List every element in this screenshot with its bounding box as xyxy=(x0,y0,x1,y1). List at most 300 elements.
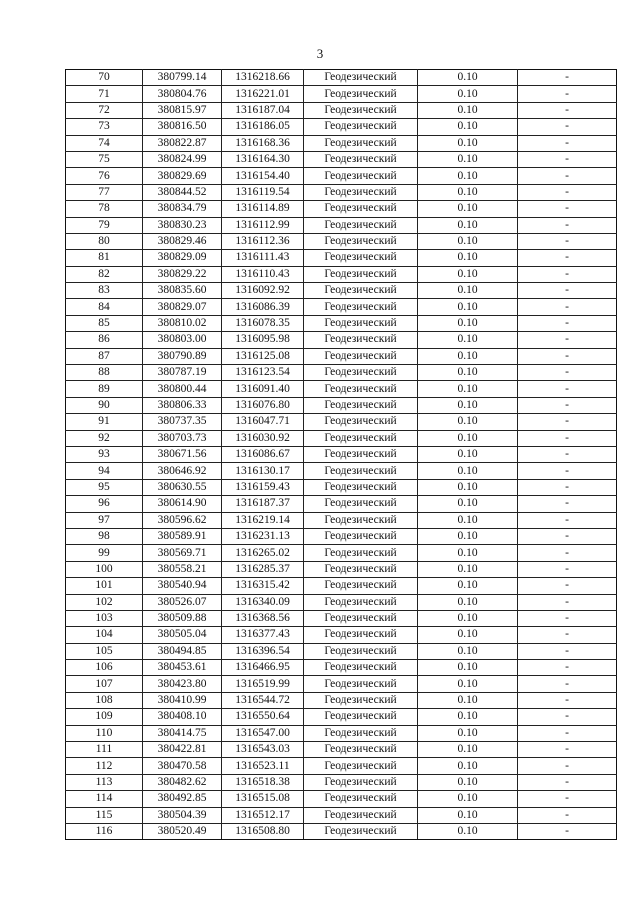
accuracy-cell: 0.10 xyxy=(418,774,518,790)
method-cell: Геодезический xyxy=(304,283,418,299)
description-cell: - xyxy=(518,348,617,364)
table-row xyxy=(66,660,617,676)
x-coordinate-cell: 380703.73 xyxy=(143,430,222,446)
table-row xyxy=(66,102,617,118)
description-cell: - xyxy=(518,446,617,462)
table-row xyxy=(66,201,617,217)
table-row xyxy=(66,610,617,626)
accuracy-cell: 0.10 xyxy=(418,496,518,512)
y-coordinate-cell: 1316544.72 xyxy=(222,692,304,708)
description-cell: - xyxy=(518,692,617,708)
x-coordinate-cell: 380806.33 xyxy=(143,397,222,413)
table-row xyxy=(66,512,617,528)
table-row xyxy=(66,709,617,725)
x-coordinate-cell: 380804.76 xyxy=(143,86,222,102)
point-number-cell: 107 xyxy=(66,676,143,692)
y-coordinate-cell: 1316114.89 xyxy=(222,201,304,217)
y-coordinate-cell: 1316078.35 xyxy=(222,315,304,331)
table-row xyxy=(66,233,617,249)
coordinates-table xyxy=(65,69,617,840)
point-number-cell: 94 xyxy=(66,463,143,479)
description-cell: - xyxy=(518,709,617,725)
y-coordinate-cell: 1316154.40 xyxy=(222,168,304,184)
x-coordinate-cell: 380569.71 xyxy=(143,545,222,561)
point-number-cell: 99 xyxy=(66,545,143,561)
y-coordinate-cell: 1316219.14 xyxy=(222,512,304,528)
method-cell: Геодезический xyxy=(304,102,418,118)
point-number-cell: 104 xyxy=(66,627,143,643)
point-number-cell: 96 xyxy=(66,496,143,512)
table-row xyxy=(66,545,617,561)
table-row xyxy=(66,627,617,643)
x-coordinate-cell: 380829.46 xyxy=(143,233,222,249)
table-row xyxy=(66,594,617,610)
x-coordinate-cell: 380829.69 xyxy=(143,168,222,184)
description-cell: - xyxy=(518,430,617,446)
description-cell: - xyxy=(518,823,617,839)
coordinates-table-body xyxy=(66,70,617,840)
x-coordinate-cell: 380453.61 xyxy=(143,660,222,676)
description-cell: - xyxy=(518,742,617,758)
table-row xyxy=(66,397,617,413)
table-row xyxy=(66,823,617,839)
accuracy-cell: 0.10 xyxy=(418,676,518,692)
point-number-cell: 81 xyxy=(66,250,143,266)
y-coordinate-cell: 1316315.42 xyxy=(222,578,304,594)
accuracy-cell: 0.10 xyxy=(418,184,518,200)
point-number-cell: 114 xyxy=(66,791,143,807)
accuracy-cell: 0.10 xyxy=(418,594,518,610)
accuracy-cell: 0.10 xyxy=(418,70,518,86)
description-cell: - xyxy=(518,807,617,823)
point-number-cell: 76 xyxy=(66,168,143,184)
accuracy-cell: 0.10 xyxy=(418,233,518,249)
accuracy-cell: 0.10 xyxy=(418,135,518,151)
table-row xyxy=(66,332,617,348)
accuracy-cell: 0.10 xyxy=(418,463,518,479)
table-row xyxy=(66,168,617,184)
description-cell: - xyxy=(518,365,617,381)
y-coordinate-cell: 1316523.11 xyxy=(222,758,304,774)
accuracy-cell: 0.10 xyxy=(418,660,518,676)
point-number-cell: 72 xyxy=(66,102,143,118)
point-number-cell: 113 xyxy=(66,774,143,790)
accuracy-cell: 0.10 xyxy=(418,365,518,381)
x-coordinate-cell: 380520.49 xyxy=(143,823,222,839)
table-row xyxy=(66,151,617,167)
y-coordinate-cell: 1316076.80 xyxy=(222,397,304,413)
accuracy-cell: 0.10 xyxy=(418,742,518,758)
accuracy-cell: 0.10 xyxy=(418,709,518,725)
x-coordinate-cell: 380492.85 xyxy=(143,791,222,807)
description-cell: - xyxy=(518,283,617,299)
description-cell: - xyxy=(518,397,617,413)
y-coordinate-cell: 1316547.00 xyxy=(222,725,304,741)
method-cell: Геодезический xyxy=(304,692,418,708)
description-cell: - xyxy=(518,381,617,397)
method-cell: Геодезический xyxy=(304,348,418,364)
y-coordinate-cell: 1316047.71 xyxy=(222,414,304,430)
point-number-cell: 87 xyxy=(66,348,143,364)
y-coordinate-cell: 1316187.04 xyxy=(222,102,304,118)
y-coordinate-cell: 1316030.92 xyxy=(222,430,304,446)
x-coordinate-cell: 380509.88 xyxy=(143,610,222,626)
description-cell: - xyxy=(518,479,617,495)
table-row xyxy=(66,217,617,233)
y-coordinate-cell: 1316377.43 xyxy=(222,627,304,643)
x-coordinate-cell: 380558.21 xyxy=(143,561,222,577)
method-cell: Геодезический xyxy=(304,496,418,512)
table-row xyxy=(66,430,617,446)
method-cell: Геодезический xyxy=(304,430,418,446)
point-number-cell: 116 xyxy=(66,823,143,839)
method-cell: Геодезический xyxy=(304,184,418,200)
method-cell: Геодезический xyxy=(304,742,418,758)
description-cell: - xyxy=(518,561,617,577)
x-coordinate-cell: 380505.04 xyxy=(143,627,222,643)
table-row xyxy=(66,643,617,659)
x-coordinate-cell: 380422.81 xyxy=(143,742,222,758)
description-cell: - xyxy=(518,70,617,86)
table-row xyxy=(66,692,617,708)
accuracy-cell: 0.10 xyxy=(418,823,518,839)
method-cell: Геодезический xyxy=(304,233,418,249)
table-row xyxy=(66,791,617,807)
page-number: 3 xyxy=(316,46,324,61)
accuracy-cell: 0.10 xyxy=(418,430,518,446)
x-coordinate-cell: 380787.19 xyxy=(143,365,222,381)
point-number-cell: 112 xyxy=(66,758,143,774)
point-number-cell: 105 xyxy=(66,643,143,659)
accuracy-cell: 0.10 xyxy=(418,692,518,708)
y-coordinate-cell: 1316518.38 xyxy=(222,774,304,790)
x-coordinate-cell: 380803.00 xyxy=(143,332,222,348)
table-row xyxy=(66,414,617,430)
description-cell: - xyxy=(518,627,617,643)
accuracy-cell: 0.10 xyxy=(418,578,518,594)
method-cell: Геодезический xyxy=(304,201,418,217)
description-cell: - xyxy=(518,758,617,774)
description-cell: - xyxy=(518,184,617,200)
method-cell: Геодезический xyxy=(304,545,418,561)
description-cell: - xyxy=(518,545,617,561)
point-number-cell: 73 xyxy=(66,119,143,135)
description-cell: - xyxy=(518,266,617,282)
method-cell: Геодезический xyxy=(304,217,418,233)
y-coordinate-cell: 1316515.08 xyxy=(222,791,304,807)
description-cell: - xyxy=(518,168,617,184)
method-cell: Геодезический xyxy=(304,660,418,676)
point-number-cell: 101 xyxy=(66,578,143,594)
accuracy-cell: 0.10 xyxy=(418,266,518,282)
accuracy-cell: 0.10 xyxy=(418,283,518,299)
point-number-cell: 83 xyxy=(66,283,143,299)
description-cell: - xyxy=(518,463,617,479)
method-cell: Геодезический xyxy=(304,479,418,495)
x-coordinate-cell: 380844.52 xyxy=(143,184,222,200)
y-coordinate-cell: 1316550.64 xyxy=(222,709,304,725)
x-coordinate-cell: 380630.55 xyxy=(143,479,222,495)
y-coordinate-cell: 1316091.40 xyxy=(222,381,304,397)
point-number-cell: 90 xyxy=(66,397,143,413)
method-cell: Геодезический xyxy=(304,315,418,331)
x-coordinate-cell: 380830.23 xyxy=(143,217,222,233)
x-coordinate-cell: 380596.62 xyxy=(143,512,222,528)
accuracy-cell: 0.10 xyxy=(418,561,518,577)
description-cell: - xyxy=(518,496,617,512)
method-cell: Геодезический xyxy=(304,791,418,807)
point-number-cell: 102 xyxy=(66,594,143,610)
x-coordinate-cell: 380414.75 xyxy=(143,725,222,741)
y-coordinate-cell: 1316466.95 xyxy=(222,660,304,676)
description-cell: - xyxy=(518,594,617,610)
point-number-cell: 103 xyxy=(66,610,143,626)
method-cell: Геодезический xyxy=(304,528,418,544)
y-coordinate-cell: 1316340.09 xyxy=(222,594,304,610)
description-cell: - xyxy=(518,660,617,676)
table-row xyxy=(66,446,617,462)
table-row xyxy=(66,283,617,299)
accuracy-cell: 0.10 xyxy=(418,86,518,102)
y-coordinate-cell: 1316231.13 xyxy=(222,528,304,544)
accuracy-cell: 0.10 xyxy=(418,758,518,774)
table-row xyxy=(66,725,617,741)
accuracy-cell: 0.10 xyxy=(418,332,518,348)
accuracy-cell: 0.10 xyxy=(418,315,518,331)
y-coordinate-cell: 1316112.99 xyxy=(222,217,304,233)
method-cell: Геодезический xyxy=(304,70,418,86)
method-cell: Геодезический xyxy=(304,365,418,381)
point-number-cell: 78 xyxy=(66,201,143,217)
description-cell: - xyxy=(518,578,617,594)
method-cell: Геодезический xyxy=(304,758,418,774)
x-coordinate-cell: 380800.44 xyxy=(143,381,222,397)
x-coordinate-cell: 380824.99 xyxy=(143,151,222,167)
description-cell: - xyxy=(518,414,617,430)
method-cell: Геодезический xyxy=(304,151,418,167)
y-coordinate-cell: 1316164.30 xyxy=(222,151,304,167)
x-coordinate-cell: 380810.02 xyxy=(143,315,222,331)
method-cell: Геодезический xyxy=(304,446,418,462)
x-coordinate-cell: 380799.14 xyxy=(143,70,222,86)
y-coordinate-cell: 1316125.08 xyxy=(222,348,304,364)
point-number-cell: 93 xyxy=(66,446,143,462)
y-coordinate-cell: 1316519.99 xyxy=(222,676,304,692)
point-number-cell: 108 xyxy=(66,692,143,708)
table-row xyxy=(66,266,617,282)
point-number-cell: 86 xyxy=(66,332,143,348)
accuracy-cell: 0.10 xyxy=(418,807,518,823)
description-cell: - xyxy=(518,643,617,659)
point-number-cell: 84 xyxy=(66,299,143,315)
method-cell: Геодезический xyxy=(304,332,418,348)
table-row xyxy=(66,578,617,594)
y-coordinate-cell: 1316512.17 xyxy=(222,807,304,823)
x-coordinate-cell: 380829.22 xyxy=(143,266,222,282)
y-coordinate-cell: 1316187.37 xyxy=(222,496,304,512)
point-number-cell: 100 xyxy=(66,561,143,577)
point-number-cell: 85 xyxy=(66,315,143,331)
y-coordinate-cell: 1316092.92 xyxy=(222,283,304,299)
table-row xyxy=(66,561,617,577)
accuracy-cell: 0.10 xyxy=(418,168,518,184)
x-coordinate-cell: 380526.07 xyxy=(143,594,222,610)
method-cell: Геодезический xyxy=(304,512,418,528)
x-coordinate-cell: 380410.99 xyxy=(143,692,222,708)
point-number-cell: 71 xyxy=(66,86,143,102)
description-cell: - xyxy=(518,676,617,692)
y-coordinate-cell: 1316130.17 xyxy=(222,463,304,479)
accuracy-cell: 0.10 xyxy=(418,643,518,659)
x-coordinate-cell: 380408.10 xyxy=(143,709,222,725)
accuracy-cell: 0.10 xyxy=(418,725,518,741)
accuracy-cell: 0.10 xyxy=(418,545,518,561)
table-row xyxy=(66,528,617,544)
point-number-cell: 82 xyxy=(66,266,143,282)
point-number-cell: 79 xyxy=(66,217,143,233)
y-coordinate-cell: 1316086.39 xyxy=(222,299,304,315)
accuracy-cell: 0.10 xyxy=(418,348,518,364)
method-cell: Геодезический xyxy=(304,610,418,626)
y-coordinate-cell: 1316543.03 xyxy=(222,742,304,758)
method-cell: Геодезический xyxy=(304,266,418,282)
method-cell: Геодезический xyxy=(304,774,418,790)
x-coordinate-cell: 380482.62 xyxy=(143,774,222,790)
accuracy-cell: 0.10 xyxy=(418,201,518,217)
y-coordinate-cell: 1316221.01 xyxy=(222,86,304,102)
accuracy-cell: 0.10 xyxy=(418,528,518,544)
description-cell: - xyxy=(518,725,617,741)
method-cell: Геодезический xyxy=(304,643,418,659)
description-cell: - xyxy=(518,512,617,528)
y-coordinate-cell: 1316396.54 xyxy=(222,643,304,659)
method-cell: Геодезический xyxy=(304,381,418,397)
accuracy-cell: 0.10 xyxy=(418,446,518,462)
table-row xyxy=(66,348,617,364)
point-number-cell: 75 xyxy=(66,151,143,167)
x-coordinate-cell: 380737.35 xyxy=(143,414,222,430)
table-row xyxy=(66,119,617,135)
description-cell: - xyxy=(518,299,617,315)
method-cell: Геодезический xyxy=(304,168,418,184)
accuracy-cell: 0.10 xyxy=(418,397,518,413)
table-row xyxy=(66,479,617,495)
y-coordinate-cell: 1316168.36 xyxy=(222,135,304,151)
y-coordinate-cell: 1316086.67 xyxy=(222,446,304,462)
table-row xyxy=(66,774,617,790)
table-row xyxy=(66,184,617,200)
description-cell: - xyxy=(518,332,617,348)
y-coordinate-cell: 1316186.05 xyxy=(222,119,304,135)
table-row xyxy=(66,496,617,512)
method-cell: Геодезический xyxy=(304,594,418,610)
x-coordinate-cell: 380423.80 xyxy=(143,676,222,692)
point-number-cell: 106 xyxy=(66,660,143,676)
table-row xyxy=(66,758,617,774)
x-coordinate-cell: 380614.90 xyxy=(143,496,222,512)
x-coordinate-cell: 380815.97 xyxy=(143,102,222,118)
x-coordinate-cell: 380816.50 xyxy=(143,119,222,135)
x-coordinate-cell: 380504.39 xyxy=(143,807,222,823)
accuracy-cell: 0.10 xyxy=(418,512,518,528)
accuracy-cell: 0.10 xyxy=(418,414,518,430)
point-number-cell: 97 xyxy=(66,512,143,528)
description-cell: - xyxy=(518,774,617,790)
table-row xyxy=(66,381,617,397)
y-coordinate-cell: 1316119.54 xyxy=(222,184,304,200)
method-cell: Геодезический xyxy=(304,823,418,839)
y-coordinate-cell: 1316095.98 xyxy=(222,332,304,348)
point-number-cell: 91 xyxy=(66,414,143,430)
x-coordinate-cell: 380470.58 xyxy=(143,758,222,774)
x-coordinate-cell: 380540.94 xyxy=(143,578,222,594)
method-cell: Геодезический xyxy=(304,676,418,692)
x-coordinate-cell: 380829.07 xyxy=(143,299,222,315)
method-cell: Геодезический xyxy=(304,725,418,741)
y-coordinate-cell: 1316265.02 xyxy=(222,545,304,561)
table-row xyxy=(66,299,617,315)
point-number-cell: 92 xyxy=(66,430,143,446)
description-cell: - xyxy=(518,102,617,118)
point-number-cell: 95 xyxy=(66,479,143,495)
table-row xyxy=(66,676,617,692)
y-coordinate-cell: 1316218.66 xyxy=(222,70,304,86)
point-number-cell: 70 xyxy=(66,70,143,86)
table-row xyxy=(66,250,617,266)
accuracy-cell: 0.10 xyxy=(418,381,518,397)
point-number-cell: 110 xyxy=(66,725,143,741)
x-coordinate-cell: 380671.56 xyxy=(143,446,222,462)
point-number-cell: 111 xyxy=(66,742,143,758)
x-coordinate-cell: 380494.85 xyxy=(143,643,222,659)
x-coordinate-cell: 380834.79 xyxy=(143,201,222,217)
description-cell: - xyxy=(518,86,617,102)
method-cell: Геодезический xyxy=(304,578,418,594)
description-cell: - xyxy=(518,791,617,807)
point-number-cell: 109 xyxy=(66,709,143,725)
description-cell: - xyxy=(518,217,617,233)
x-coordinate-cell: 380829.09 xyxy=(143,250,222,266)
point-number-cell: 89 xyxy=(66,381,143,397)
method-cell: Геодезический xyxy=(304,414,418,430)
accuracy-cell: 0.10 xyxy=(418,791,518,807)
accuracy-cell: 0.10 xyxy=(418,119,518,135)
point-number-cell: 80 xyxy=(66,233,143,249)
x-coordinate-cell: 380822.87 xyxy=(143,135,222,151)
table-row xyxy=(66,365,617,381)
description-cell: - xyxy=(518,233,617,249)
description-cell: - xyxy=(518,119,617,135)
method-cell: Геодезический xyxy=(304,250,418,266)
y-coordinate-cell: 1316110.43 xyxy=(222,266,304,282)
y-coordinate-cell: 1316111.43 xyxy=(222,250,304,266)
table-row xyxy=(66,315,617,331)
accuracy-cell: 0.10 xyxy=(418,610,518,626)
table-row xyxy=(66,463,617,479)
method-cell: Геодезический xyxy=(304,463,418,479)
accuracy-cell: 0.10 xyxy=(418,102,518,118)
description-cell: - xyxy=(518,201,617,217)
point-number-cell: 98 xyxy=(66,528,143,544)
accuracy-cell: 0.10 xyxy=(418,250,518,266)
description-cell: - xyxy=(518,151,617,167)
y-coordinate-cell: 1316508.80 xyxy=(222,823,304,839)
method-cell: Геодезический xyxy=(304,119,418,135)
y-coordinate-cell: 1316123.54 xyxy=(222,365,304,381)
table-row xyxy=(66,742,617,758)
accuracy-cell: 0.10 xyxy=(418,217,518,233)
method-cell: Геодезический xyxy=(304,86,418,102)
